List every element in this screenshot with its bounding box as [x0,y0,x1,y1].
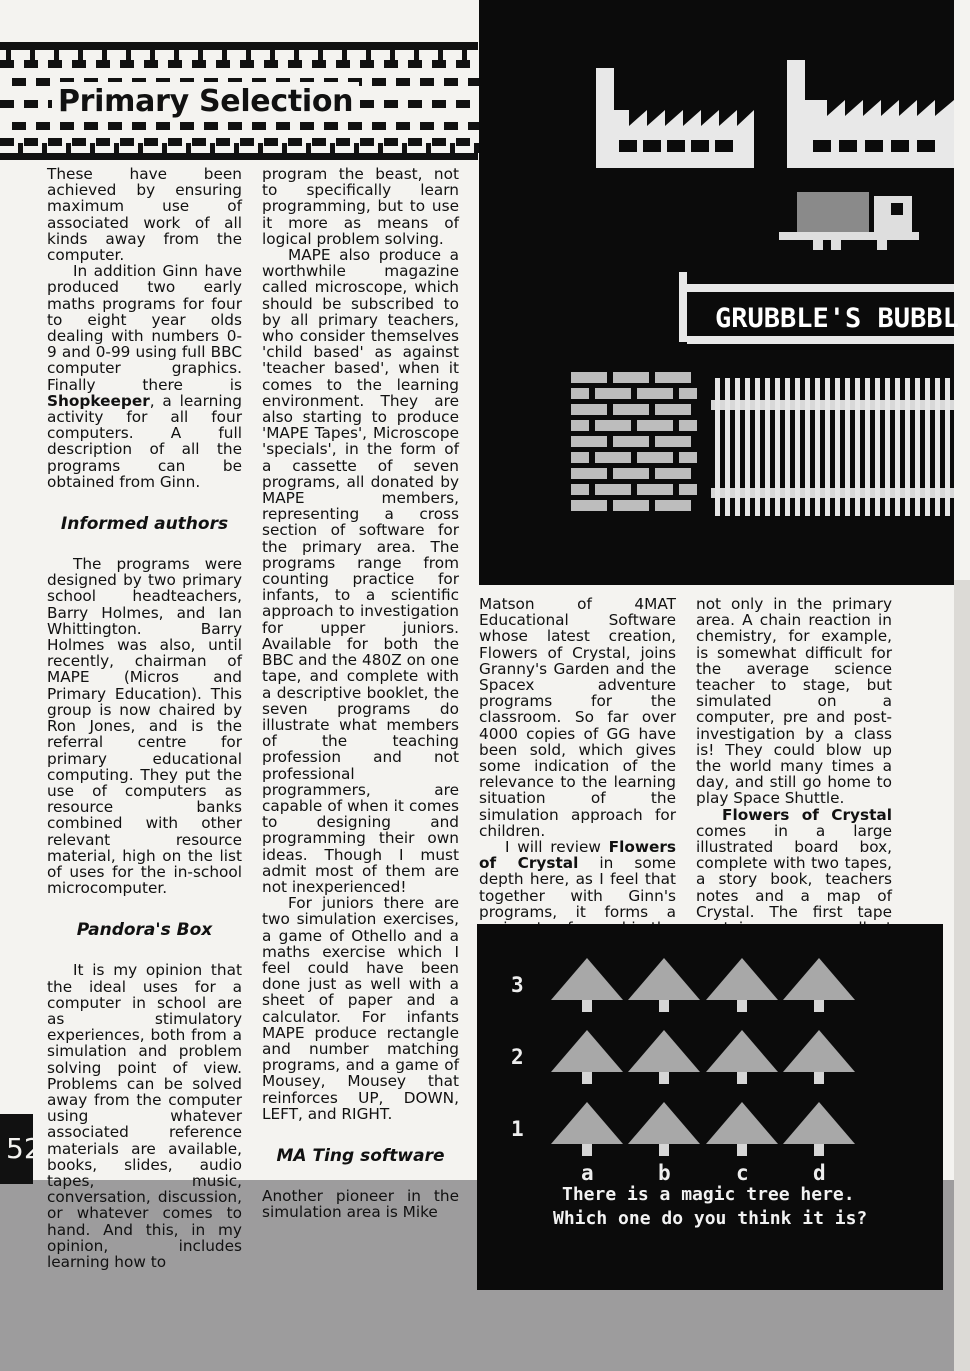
paragraph: Flowers of Crystal comes in a large illustrated board box, complete with two tapes, a story book, teachers notes and a map of Crystal. The first tape [696,805,892,921]
tree-icon [783,1102,855,1156]
tree-icon [628,958,700,1012]
factory-building-left [596,68,754,168]
tree-icon [706,1030,778,1084]
tree-icon [551,1102,623,1156]
subheading-mating-software: MA Ting software [276,1145,445,1166]
product-name: Flowers of Crystal [722,805,892,824]
tree-icon [628,1102,700,1156]
tree-icon [551,1030,623,1084]
section-title: Primary Selection [52,82,359,122]
brick-wall [571,372,697,511]
row-label: 1 [511,1117,524,1141]
article-column-3 [479,596,676,969]
column-label: c [736,1161,749,1185]
article-column-1 [47,166,242,1270]
subheading-pandoras-box: Pandora's Box [76,920,213,941]
column-label: d [813,1161,826,1185]
subheading-informed-authors: Informed authors [60,514,229,535]
column-label: a [581,1161,594,1185]
tree-icon [628,1030,700,1084]
paragraph: not only in the primary area. A chain reaction in chemistry, for example, is somewhat difficult for the average science teacher to stage, but simulated on a computer, pre and post-investigation by a class is! They could blow up the world many times a day, and still go home to play Space Shuttle. [696,595,892,808]
caption-line-2: Which one do you think it is? [553,1208,868,1229]
article-column-4 [696,596,892,952]
paragraph: The programs were designed by two primary school headteachers, Barry Holmes, and Ian Whittington. Barry Holmes was also, until recently, chairman of MAPE (Micros and Primary Education). This group is now chaired by Ron Jones, and is the referral centre for primary educational computing. They put the use of computers as resource banks combined with other relevant resource material, high on the list of uses for the in-school microcomputer. [47,555,242,898]
tree-icon [783,958,855,1012]
paragraph: MAPE also produce a worthwhile magazine called microscope, which should be subscribed to by all primary teachers, who consider themselves 'child based' as against 'teacher based', when it comes to the learning environment. They are also starting to produce 'MAPE Tapes', Microscope 'specials', in the form of a cassette of seven programs, all donated by MAPE members, representing a cross section of software for the primary area. The programs range from counting practice for infants, to a scientific approach to investigation for upper juniors. Available for both the BBC and the 480Z on one tape, and complete with a descriptive booklet, the seven programs do illustrate what members of the teaching profession and not professional programmers, are capable of when it comes to designing and programming their own ideas. Though I must admit most of them are not inexperienced! [262,246,459,896]
article-column-2 [262,166,459,1220]
fence [711,378,954,516]
caption-line-1: There is a magic tree here. [562,1184,855,1205]
column-label: b [658,1161,671,1185]
row-label: 2 [511,1045,524,1069]
product-name: Shopkeeper [47,391,150,410]
sign-text: GRUBBLE'S BUBBL [715,303,959,334]
tree-icon [706,958,778,1012]
paragraph: program the beast, not to specifically learn programming, but to use it more as means of logical problem solving. [262,165,459,248]
paragraph: Matson of 4MAT Educational Software whose latest creation, Flowers of Crystal, joins Granny's Garden and the Spacex adventure programs for the classroom. So far over 4000 copies of GG have been sold, which gives some indication of the relevance to the learning situation of the simulation approach for children. [479,595,676,840]
paragraph: It is my opinion that the ideal uses for a computer in school are as stimulatory experiences, both from a simulation and problem solving point of view. Problems can be solved away from the computer using whatever associated reference materials are available, books, slides, audio tapes, music, conversation, discussion, or whatever comes to hand. And this, in my opinion, includes learning how to [47,961,242,1271]
paragraph: In addition Ginn have produced two early maths programs for four to eight year olds dealing with numbers 0-9 and 0-99 using full BBC computer graphics. Finally there is Shopkeeper, a learning activity for all four computers. A full description of all the programs can be obtained from Ginn. [47,262,242,491]
tree-icon [706,1102,778,1156]
screenshot-magic-trees [477,924,943,1290]
paragraph: Another pioneer in the simulation area is Mike [262,1186,459,1222]
screenshot-factory [479,0,959,585]
paragraph: For juniors there are two simulation exercises, a game of Othello and a maths exercise which I feel could have been done just as well with a sheet of paper and a calculator. For infants MAPE produce rectangle and number matching programs, and a game of Mousey, Mousey that reinforces UP, DOWN, LEFT, and RIGHT. [262,894,459,1123]
truck [779,192,919,250]
page-edge-shadow [954,580,970,1371]
tree-icon [783,1030,855,1084]
tree-icon [551,958,623,1012]
row-label: 3 [511,973,524,997]
sign-board [679,272,959,344]
paragraph: These have been achieved by ensuring maximum use of associated work of all kinds away from the computer. [47,165,242,265]
paragraph: I will review Flowers of Crystal in some depth here, as I feel that together with Ginn's programs, it forms a [479,838,676,921]
page-number: 52 [0,1114,33,1184]
product-name: Flowers of Crystal [479,838,676,873]
